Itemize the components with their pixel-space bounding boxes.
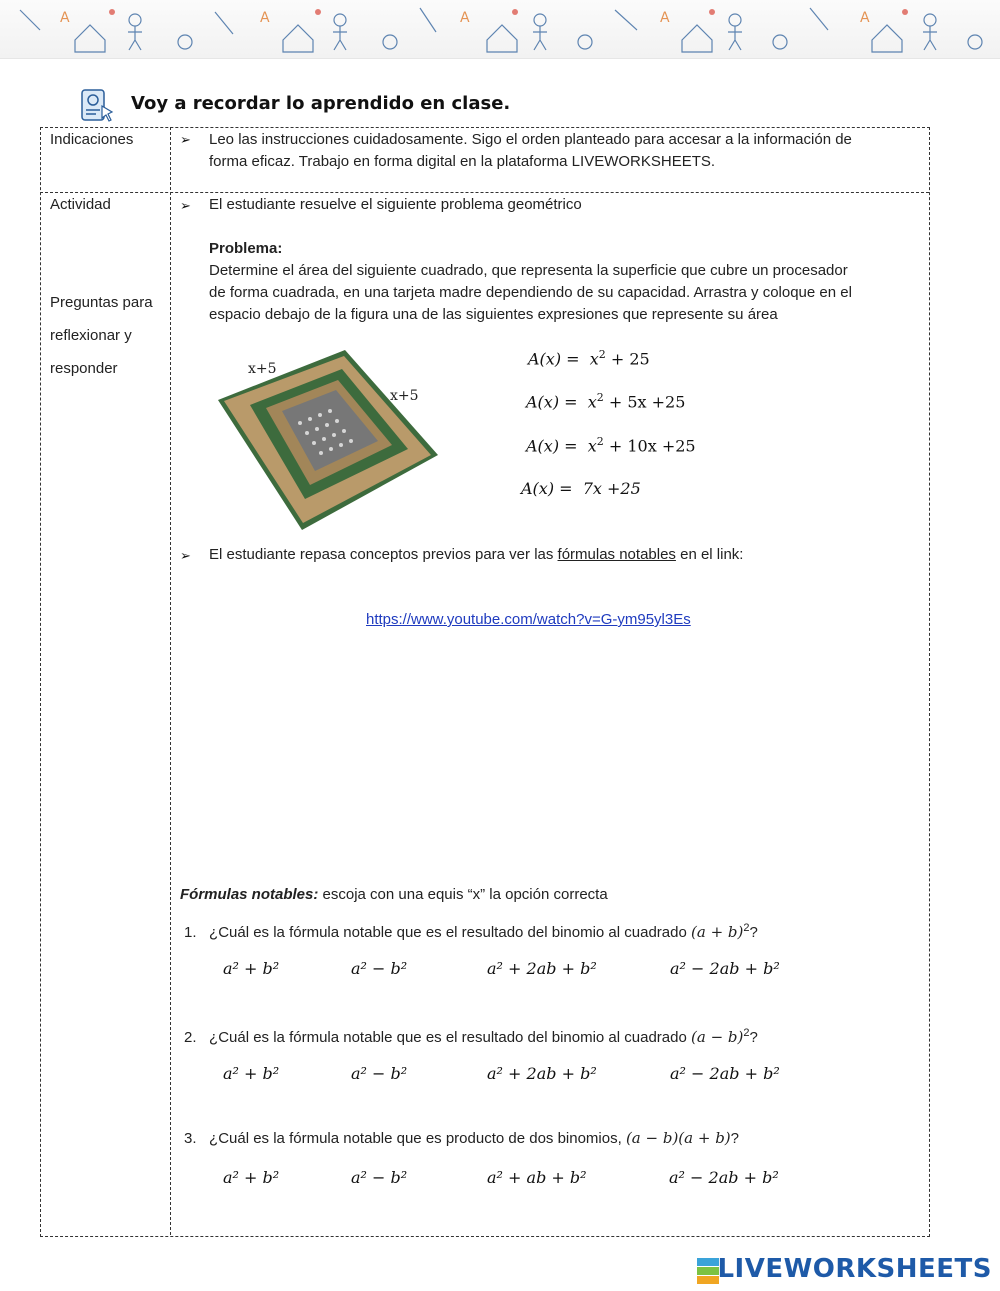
q1-option-d[interactable]: a² − 2ab + b² xyxy=(670,959,780,978)
q1-option-c[interactable]: a² + 2ab + b² xyxy=(487,959,597,978)
expression-option-2[interactable]: $A(x) = x^2 + 5x +25$ xyxy=(526,391,686,412)
q3-option-d[interactable]: a² − 2ab + b² xyxy=(669,1168,779,1187)
liveworksheets-logo-icon xyxy=(697,1258,719,1284)
svg-text:A: A xyxy=(860,10,870,26)
youtube-video-link[interactable]: https://www.youtube.com/watch?v=G-ym95yl3Es xyxy=(366,611,691,628)
activity-bullet-1: El estudiante resuelve el siguiente problema geométrico xyxy=(209,196,582,213)
doodle-pattern-icon xyxy=(0,0,1000,58)
quiz-instruction: Fórmulas notables: escoja con una equis “x” la opción correcta xyxy=(180,886,608,903)
svg-text:A: A xyxy=(660,10,670,26)
row-divider xyxy=(40,192,929,193)
arrow-bullet-icon: ➢ xyxy=(180,548,191,563)
question-1: 1. ¿Cuál es la fórmula notable que es el resultado del binomio al cuadrado $(a + b)^2$? xyxy=(184,922,758,941)
svg-text:A: A xyxy=(460,10,470,26)
column-divider xyxy=(170,127,171,1235)
problem-title: Problema: xyxy=(209,240,283,257)
arrow-bullet-icon: ➢ xyxy=(180,132,191,147)
page-title: Voy a recordar lo aprendido en clase. xyxy=(131,93,511,114)
problem-line-3: espacio debajo de la figura una de las siguientes expresiones que represente su área xyxy=(209,306,778,323)
problem-line-2: de forma cuadrada, en una tarjeta madre dependiendo de su capacidad. Arrastra y coloque en el xyxy=(209,284,852,301)
row-label-preguntas-3: responder xyxy=(50,360,118,377)
row-label-preguntas-2: reflexionar y xyxy=(50,327,132,344)
expression-option-3[interactable]: $A(x) = x^2 + 10x +25$ xyxy=(526,435,696,456)
tablet-study-icon xyxy=(76,86,118,126)
svg-text:A: A xyxy=(60,10,70,26)
indicaciones-text-line1: Leo las instrucciones cuidadosamente. Sigo el orden planteado para accesar a la información de xyxy=(209,131,852,148)
row-label-preguntas-1: Preguntas para xyxy=(50,294,153,311)
q1-option-a[interactable]: a² + b² xyxy=(223,959,280,978)
q2-option-c[interactable]: a² + 2ab + b² xyxy=(487,1064,597,1083)
figure-label-left: x+5 xyxy=(248,361,277,377)
q3-option-c[interactable]: a² + ab + b² xyxy=(487,1168,587,1187)
row-label-actividad: Actividad xyxy=(50,196,111,213)
arrow-bullet-icon: ➢ xyxy=(180,198,191,213)
problem-line-1: Determine el área del siguiente cuadrado, que representa la superficie que cubre un procesador xyxy=(209,262,848,279)
activity-bullet-2: El estudiante repasa conceptos previos para ver las fórmulas notables en el link: xyxy=(209,546,744,563)
row-label-indicaciones: Indicaciones xyxy=(50,131,134,148)
liveworksheets-logo: LIVEWORKSHEETS xyxy=(717,1254,992,1284)
svg-text:A: A xyxy=(260,10,270,26)
indicaciones-text-line2: forma eficaz. Trabajo en forma digital en la plataforma LIVEWORKSHEETS. xyxy=(209,153,716,170)
q2-option-a[interactable]: a² + b² xyxy=(223,1064,280,1083)
decorative-banner xyxy=(0,0,1000,59)
q2-option-d[interactable]: a² − 2ab + b² xyxy=(670,1064,780,1083)
q1-option-b[interactable]: a² − b² xyxy=(351,959,408,978)
cpu-processor-image xyxy=(210,345,445,535)
question-3: 3. ¿Cuál es la fórmula notable que es producto de dos binomios, (a − b)(a + b)? xyxy=(184,1129,740,1147)
question-2: 2. ¿Cuál es la fórmula notable que es el resultado del binomio al cuadrado $(a - b)^2$? xyxy=(184,1027,758,1046)
q2-option-b[interactable]: a² − b² xyxy=(351,1064,408,1083)
q3-option-b[interactable]: a² − b² xyxy=(351,1168,408,1187)
figure-label-right: x+5 xyxy=(390,388,419,404)
q3-option-a[interactable]: a² + b² xyxy=(223,1168,280,1187)
expression-option-1[interactable]: $A(x) = x^2 + 25$ xyxy=(528,348,650,369)
formulas-notables-link[interactable]: fórmulas notables xyxy=(557,546,676,563)
expression-option-4[interactable]: A(x) = 7x +25 xyxy=(521,479,641,498)
